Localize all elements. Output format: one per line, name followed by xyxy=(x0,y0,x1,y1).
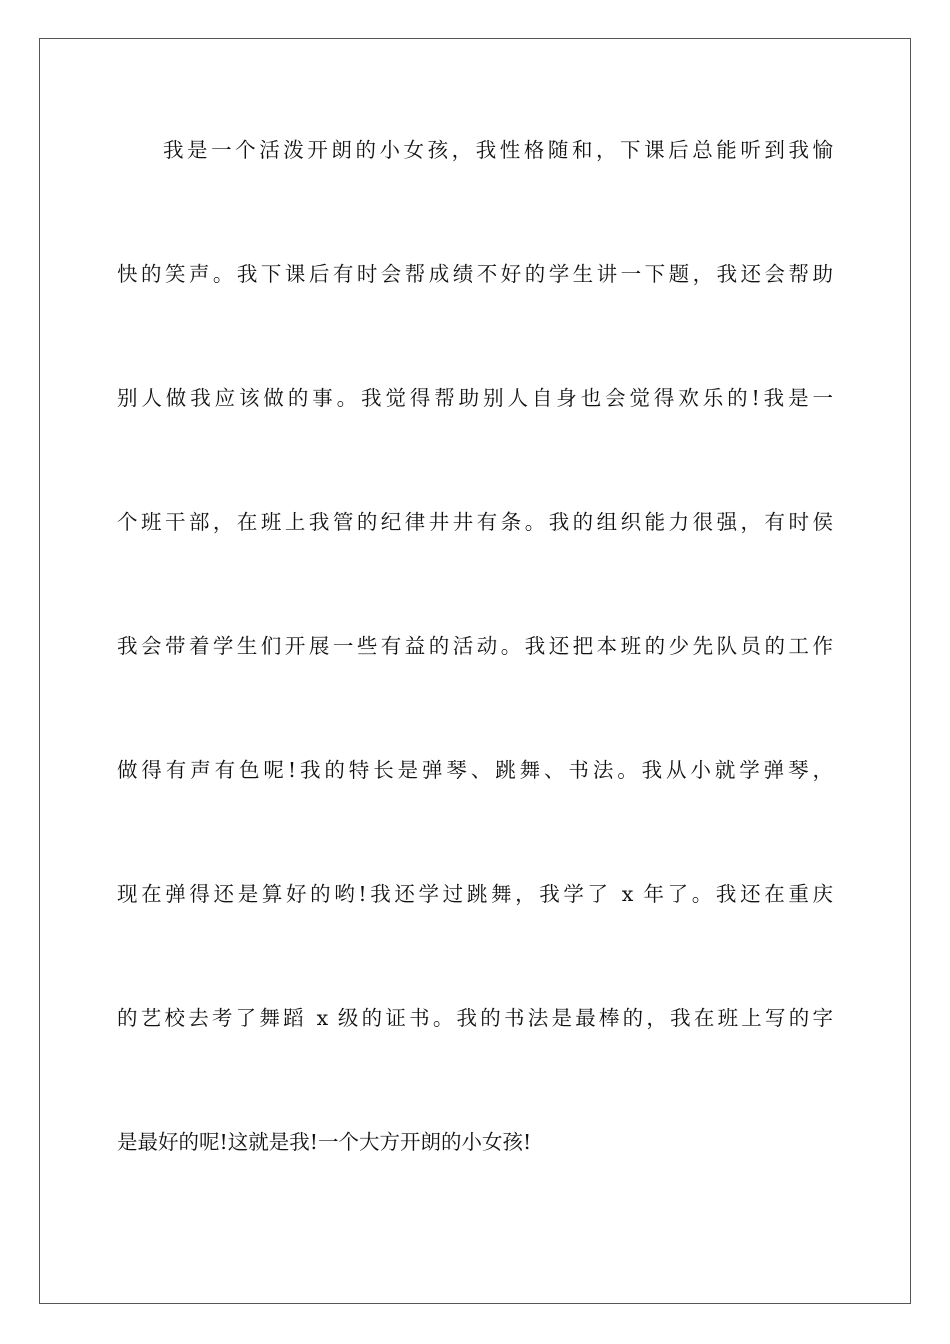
paragraph-line-2: 快的笑声。我下课后有时会帮成绩不好的学生讲一下题，我还会帮助 xyxy=(117,262,833,286)
paragraph-line-9: 是最好的呢!这就是我!一个大方开朗的小女孩! xyxy=(117,1130,532,1154)
paragraph-line-1: 我是一个活泼开朗的小女孩，我性格随和，下课后总能听到我愉 xyxy=(163,138,833,162)
paragraph-line-7: 现在弹得还是算好的哟!我还学过跳舞，我学了 x 年了。我还在重庆 xyxy=(117,882,833,906)
page-border xyxy=(39,38,911,1304)
paragraph-line-3: 别人做我应该做的事。我觉得帮助别人自身也会觉得欢乐的!我是一 xyxy=(117,386,833,410)
paragraph-line-4: 个班干部，在班上我管的纪律井井有条。我的组织能力很强，有时侯 xyxy=(117,510,833,534)
paragraph-line-6: 做得有声有色呢!我的特长是弹琴、跳舞、书法。我从小就学弹琴， xyxy=(117,758,833,782)
paragraph-line-8: 的艺校去考了舞蹈 x 级的证书。我的书法是最棒的，我在班上写的字 xyxy=(117,1006,833,1030)
paragraph-line-5: 我会带着学生们开展一些有益的活动。我还把本班的少先队员的工作 xyxy=(117,634,833,658)
